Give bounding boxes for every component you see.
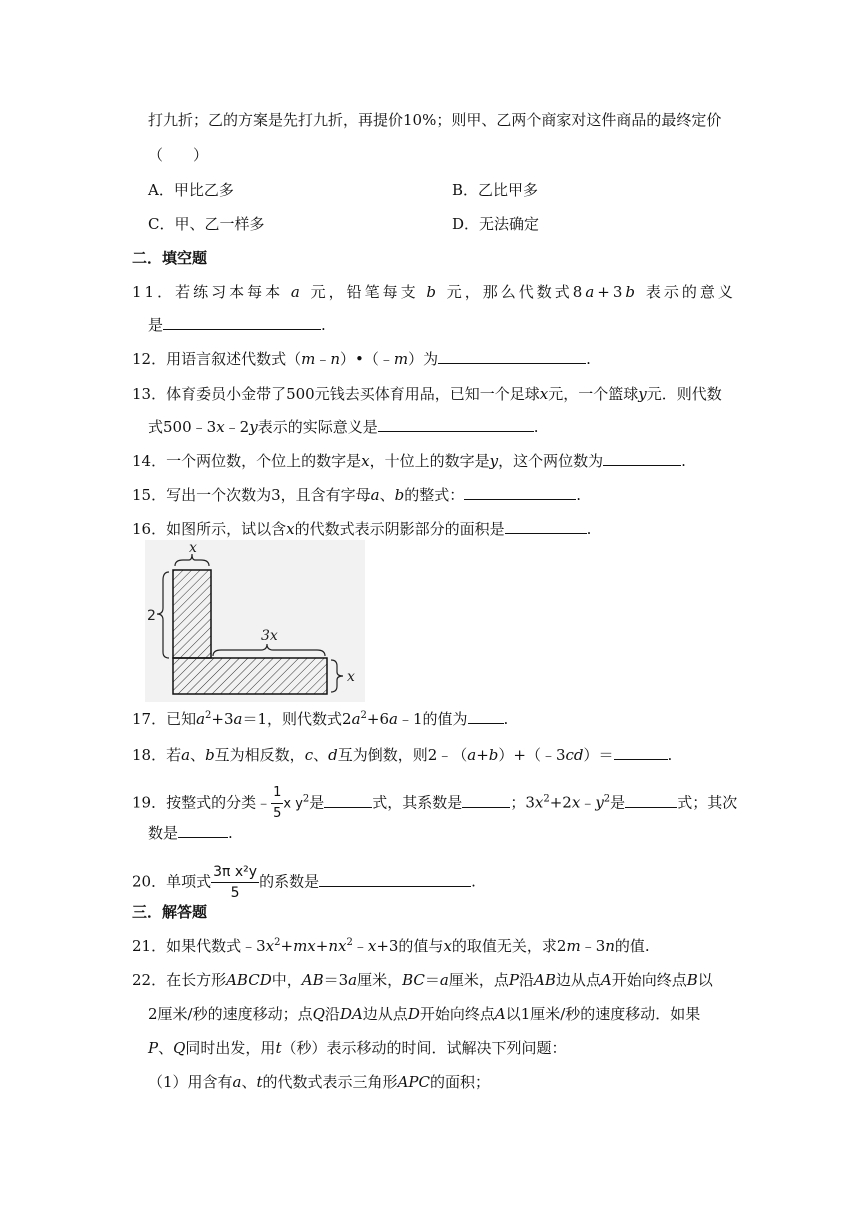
q11-line1: 11．若练习本每本 a 元，铅笔每支 b 元，那么代数式8a+3b 表示的意义 [132,283,736,301]
answer-blank [319,871,471,887]
q14: 14．一个两位数，个位上的数字是x，十位上的数字是y，这个两位数为 . [132,452,686,470]
q15: 15．写出一个次数为3，且含有字母a、b的整式： . [132,486,582,504]
answer-blank [178,822,228,838]
q10-option-b: B．乙比甲多 [452,181,539,199]
answer-blank [163,314,321,330]
fraction-1-5: $\frac{1}{5}$ [273,785,282,821]
l-shape-figure [145,540,365,702]
answer-blank [438,348,586,364]
answer-blank [324,792,372,808]
q18: 18．若a、b互为相反数，c、d互为倒数，则2﹣（a+b）+（﹣3cd）＝ . [132,746,673,764]
q13-line2: 式500﹣3x﹣2y表示的实际意义是 . [148,418,539,436]
q10-option-a: A．甲比乙多 [148,181,234,199]
q13-line1: 13．体育委员小金带了500元钱去买体育用品，已知一个足球x元，一个篮球y元．则代数 [132,385,722,403]
horizontal-shaded-rect [173,658,327,694]
q16: 16．如图所示，试以含x的代数式表示阴影部分的面积是 . [132,520,592,538]
q10-text: 打九折；乙的方案是先打九折，再提价10%；则甲、乙两个商家对这件商品的最终定价 [148,111,722,129]
section-solve: 三．解答题 [132,903,208,921]
q20: 20．单项式 $\frac{\text{3π x²y}}{5}$ 的系数是 . [132,864,476,901]
label-x-right: x [347,669,355,685]
q22-line1: 22．在长方形ABCD中，AB＝3a厘米，BC＝a厘米，点P沿AB边从点A开始向终点B以 [132,971,713,989]
q19-line1: 19．按整式的分类﹣ $\frac{1}{5}$ x $y^2$是 式，其系数是 ；$3x^2+2x﹣y^2$是 式；其次 [132,783,737,824]
section-fill-in: 二．填空题 [132,249,208,267]
answer-blank [462,792,510,808]
q22-line3: P、Q同时出发，用t（秒）表示移动的时间．试解决下列问题： [148,1039,567,1057]
answer-blank [378,416,534,432]
q19-line2: 数是 . [148,824,233,842]
answer-blank [625,792,677,808]
label-2: 2 [147,608,156,624]
q10-paren: （ ） [148,146,209,164]
label-x-top: x [189,540,197,556]
fraction-3pi: $\frac{\text{3π x²y}}{5}$ [213,864,258,901]
q12: 12．用语言叙述代数式（m﹣n）•（﹣m）为 . [132,350,591,368]
q10-option-c: C．甲、乙一样多 [148,215,265,233]
q21: 21．如果代数式$﹣3x^2+mx+nx^2﹣x+3$的值与x的取值无关，求2m﹣3n的值. [132,937,650,955]
answer-blank [464,484,576,500]
q11-line2: 是 . [148,316,326,334]
vertical-shaded-rect [173,570,211,658]
answer-blank [468,708,504,724]
q22-line2: 2厘米/秒的速度移动；点Q沿DA边从点D开始向终点A以1厘米/秒的速度移动．如果 [148,1005,701,1023]
q22-line4: （1）用含有a、t的代数式表示三角形APC的面积； [148,1073,490,1091]
answer-blank [505,518,587,534]
answer-blank [603,450,681,466]
q17: 17．已知$a^2+3a=1$，则代数式$2a^2+6a﹣1$的值为 . [132,710,509,728]
q10-option-d: D．无法确定 [452,215,540,233]
answer-blank [614,744,668,760]
label-3x: 3x [261,628,278,644]
